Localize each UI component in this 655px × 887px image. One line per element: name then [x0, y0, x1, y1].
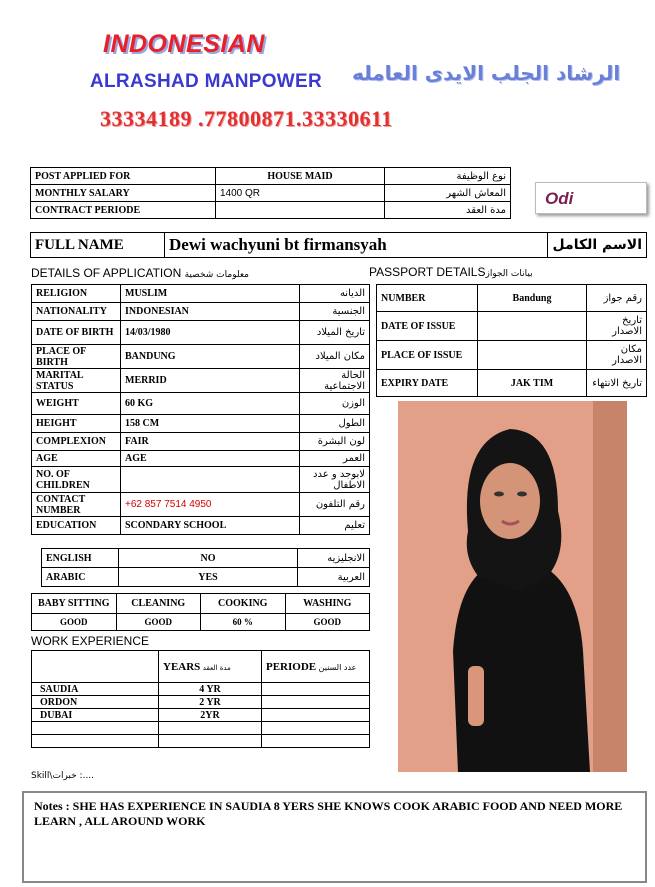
passport-value: Bandung: [478, 285, 587, 312]
contract-arabic: مدة العقد: [385, 202, 511, 219]
passport-arabic: تاريخ الانتهاء: [587, 370, 647, 397]
agency-subtitle: ALRASHAD MANPOWER: [90, 71, 323, 92]
details-row: [32, 451, 370, 467]
job-table: [30, 167, 511, 219]
details-arabic: الحالة الاجتماعية: [300, 369, 370, 393]
details-label: WEIGHT: [32, 393, 121, 415]
work-years: 2 YR: [159, 696, 262, 709]
fullname-arabic: الاسم الكامل: [548, 233, 647, 258]
details-label: CONTACT NUMBER: [32, 493, 121, 517]
passport-label: PLACE OF ISSUE: [377, 341, 478, 370]
work-years: 2YR: [159, 709, 262, 722]
work-period: [262, 735, 370, 748]
details-label: EDUCATION: [32, 517, 121, 535]
language-value: YES: [119, 568, 298, 587]
work-country: [32, 735, 159, 748]
agency-title: INDONESIAN: [103, 30, 265, 58]
details-value: 14/03/1980: [121, 321, 300, 345]
passport-arabic: تاريخ الاصدار: [587, 312, 647, 341]
work-country: SAUDIA: [32, 683, 159, 696]
details-row: [32, 415, 370, 433]
skills-table: [31, 593, 370, 631]
work-country: [32, 722, 159, 735]
details-row: [32, 393, 370, 415]
details-arabic: العمر: [300, 451, 370, 467]
skill-value: GOOD: [116, 614, 201, 631]
details-arabic: الوزن: [300, 393, 370, 415]
work-period: [262, 683, 370, 696]
details-arabic: تاريخ الميلاد: [300, 321, 370, 345]
details-value: 60 KG: [121, 393, 300, 415]
language-value: NO: [119, 549, 298, 568]
post-arabic: نوع الوظيفة: [385, 168, 511, 185]
details-label: NATIONALITY: [32, 303, 121, 321]
passport-label: DATE OF ISSUE: [377, 312, 478, 341]
passport-value: [478, 312, 587, 341]
details-label: NO. OF CHILDREN: [32, 467, 121, 493]
passport-label: EXPIRY DATE: [377, 370, 478, 397]
details-value: BANDUNG: [121, 345, 300, 369]
details-arabic: الطول: [300, 415, 370, 433]
fullname-label: FULL NAME: [31, 233, 165, 258]
language-row: [42, 568, 370, 587]
details-arabic: لون البشرة: [300, 433, 370, 451]
details-label: AGE: [32, 451, 121, 467]
details-row: [32, 345, 370, 369]
details-arabic: الجنسية: [300, 303, 370, 321]
details-arabic: مكان الميلاد: [300, 345, 370, 369]
work-period: [262, 696, 370, 709]
details-arabic: رقم التلفون: [300, 493, 370, 517]
details-arabic: الديانه: [300, 285, 370, 303]
details-label: PLACE OF BIRTH: [32, 345, 121, 369]
work-years: 4 YR: [159, 683, 262, 696]
agency-phones: 33334189 .77800871.33330611: [100, 106, 393, 131]
contract-label: CONTRACT PERIODE: [31, 202, 216, 219]
details-value: +62 857 7514 4950: [121, 493, 300, 517]
details-title: DETAILS OF APPLICATION معلومات شخصية: [31, 266, 249, 280]
work-header-years: YEARS مدة العقد: [159, 651, 262, 683]
skill-line: Skill\خبرات :....: [31, 771, 95, 781]
skill-header: BABY SITTING: [32, 594, 117, 614]
work-header-country: [32, 651, 159, 683]
skill-header: WASHING: [285, 594, 370, 614]
details-label: DATE OF BIRTH: [32, 321, 121, 345]
passport-row: [377, 341, 647, 370]
skill-value: 60 %: [201, 614, 286, 631]
notes-box: Notes : SHE HAS EXPERIENCE IN SAUDIA 8 YERS SHE KNOWS COOK ARABIC FOOD AND NEED MORE LEARN , ALL AROUND WORK: [22, 791, 647, 883]
skills-value-row: [32, 614, 370, 631]
work-country: DUBAI: [32, 709, 159, 722]
skill-value: GOOD: [32, 614, 117, 631]
work-row: [32, 709, 370, 722]
details-row: [32, 321, 370, 345]
details-label: HEIGHT: [32, 415, 121, 433]
details-row: [32, 433, 370, 451]
details-row: [32, 517, 370, 535]
work-years: [159, 735, 262, 748]
work-row: [32, 683, 370, 696]
work-title: WORK EXPERIENCE: [31, 634, 150, 648]
details-label: MARITAL STATUS: [32, 369, 121, 393]
details-value: FAIR: [121, 433, 300, 451]
agency-arabic-title: الرشاد الجلب الايدى العامله: [352, 61, 621, 85]
language-arabic: الانجليزيه: [298, 549, 370, 568]
applicant-photo: [398, 401, 627, 772]
language-label: ARABIC: [42, 568, 119, 587]
passport-value: [478, 341, 587, 370]
details-value: MERRID: [121, 369, 300, 393]
passport-title: PASSPORT DETAILSبيانات الجواز: [369, 265, 533, 279]
language-label: ENGLISH: [42, 549, 119, 568]
passport-table: [376, 284, 647, 397]
details-value: AGE: [121, 451, 300, 467]
fullname-value: Dewi wachyuni bt firmansyah: [165, 233, 548, 258]
details-value: INDONESIAN: [121, 303, 300, 321]
language-row: [42, 549, 370, 568]
work-row: [32, 735, 370, 748]
passport-arabic: رقم جواز: [587, 285, 647, 312]
salary-arabic: المعاش الشهر: [385, 185, 511, 202]
reference-badge: Odi: [535, 182, 647, 214]
work-header-period: PERIODE عدد السنين: [262, 651, 370, 683]
work-country: ORDON: [32, 696, 159, 709]
details-table: [31, 284, 370, 535]
passport-arabic: مكان الاصدار: [587, 341, 647, 370]
skill-header: CLEANING: [116, 594, 201, 614]
work-row: [32, 722, 370, 735]
details-value: [121, 467, 300, 493]
details-row: [32, 285, 370, 303]
salary-value: 1400 QR: [216, 185, 385, 202]
details-row: [32, 369, 370, 393]
details-value: 158 CM: [121, 415, 300, 433]
details-arabic: تعليم: [300, 517, 370, 535]
details-arabic: لابوجد و عدد الاطفال: [300, 467, 370, 493]
post-label: POST APPLIED FOR: [31, 168, 216, 185]
languages-table: [41, 548, 370, 587]
skills-header-row: [32, 594, 370, 614]
language-arabic: العربية: [298, 568, 370, 587]
salary-label: MONTHLY SALARY: [31, 185, 216, 202]
details-label: RELIGION: [32, 285, 121, 303]
details-value: MUSLIM: [121, 285, 300, 303]
passport-value: JAK TIM: [478, 370, 587, 397]
passport-row: [377, 285, 647, 312]
work-period: [262, 722, 370, 735]
work-row: [32, 696, 370, 709]
contract-value: [216, 202, 385, 219]
details-row: [32, 303, 370, 321]
work-table: [31, 650, 370, 748]
work-years: [159, 722, 262, 735]
post-value: HOUSE MAID: [216, 168, 385, 185]
work-period: [262, 709, 370, 722]
passport-row: [377, 312, 647, 341]
details-row: [32, 467, 370, 493]
fullname-table: [30, 232, 647, 258]
skill-header: COOKING: [201, 594, 286, 614]
details-value: SCONDARY SCHOOL: [121, 517, 300, 535]
skill-value: GOOD: [285, 614, 370, 631]
details-label: COMPLEXION: [32, 433, 121, 451]
passport-row: [377, 370, 647, 397]
details-row: [32, 493, 370, 517]
passport-label: NUMBER: [377, 285, 478, 312]
